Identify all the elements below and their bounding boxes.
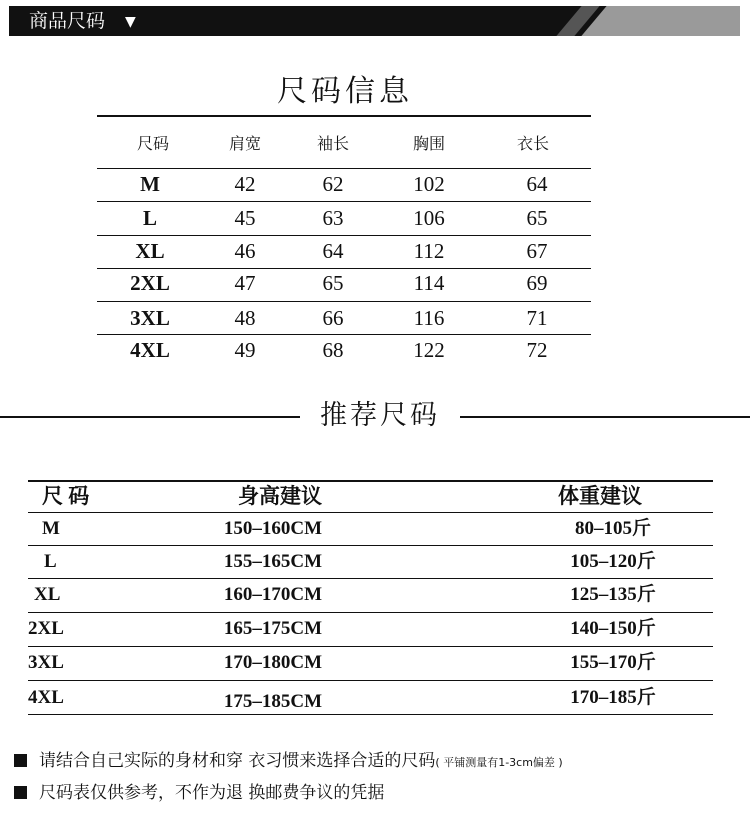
- cell-shoulder: 49: [234, 338, 256, 362]
- cell-shoulder: 46: [234, 239, 256, 263]
- cell-sleeve: 64: [322, 239, 344, 263]
- col-header-size: 尺码: [136, 134, 169, 153]
- cell-shoulder: 47: [234, 271, 256, 295]
- size-table-top-rule: [97, 115, 591, 117]
- cell-size: 2XL: [28, 618, 64, 639]
- rec-table-bottom-rule: [28, 714, 713, 715]
- triangle-down-icon: ▼: [125, 14, 136, 30]
- table-row: [97, 267, 591, 300]
- table-row: [28, 681, 713, 714]
- cell-chest: 102: [413, 172, 445, 196]
- cell-height: 175–185CM: [223, 691, 323, 712]
- cell-chest: 122: [413, 338, 445, 362]
- cell-weight: 80–105斤: [574, 518, 651, 539]
- size-table-header: [97, 118, 591, 170]
- cell-length: 72: [526, 338, 548, 362]
- cell-height: 170–180CM: [223, 652, 323, 673]
- note-fit-tolerance: ( 平铺测量有1-3cm偏差 ): [435, 756, 563, 769]
- table-row: [28, 578, 713, 611]
- cell-height: 165–175CM: [223, 618, 323, 639]
- cell-size: XL: [135, 239, 165, 263]
- cell-size: 4XL: [28, 687, 64, 708]
- col-header-chest: 胸围: [412, 134, 445, 153]
- table-row: [97, 168, 591, 201]
- cell-size: M: [140, 172, 160, 196]
- section-header-bar: [9, 6, 740, 36]
- cell-size: 4XL: [130, 338, 170, 362]
- cell-length: 67: [526, 239, 548, 263]
- table-row: [28, 512, 713, 545]
- rec-col-header-weight: 体重建议: [558, 484, 642, 508]
- note-fit-advice: [14, 749, 563, 775]
- cell-size: M: [42, 518, 60, 539]
- size-info-title: 尺码信息: [277, 74, 413, 109]
- cell-weight: 125–135斤: [570, 584, 656, 605]
- table-row: [28, 646, 713, 679]
- cell-chest: 106: [413, 206, 445, 230]
- cell-shoulder: 48: [234, 306, 256, 330]
- table-row: [97, 334, 591, 367]
- cell-chest: 114: [413, 271, 445, 295]
- cell-height: 160–170CM: [223, 584, 323, 605]
- table-row: [97, 235, 591, 268]
- table-row: [97, 302, 591, 335]
- cell-weight: 155–170斤: [570, 652, 656, 673]
- table-row: [97, 202, 591, 235]
- cell-size: 3XL: [28, 652, 64, 673]
- header-title: 商品尺码: [29, 10, 106, 32]
- note-disclaimer: [14, 781, 384, 805]
- cell-sleeve: 68: [322, 338, 344, 362]
- cell-chest: 112: [413, 239, 445, 263]
- cell-size: 2XL: [130, 271, 170, 295]
- cell-height: 155–165CM: [223, 551, 323, 572]
- rec-col-header-size: 尺 码: [42, 484, 90, 508]
- cell-sleeve: 65: [322, 271, 344, 295]
- table-row: [28, 612, 713, 645]
- recommend-title: 推荐尺码: [300, 398, 460, 434]
- cell-length: 65: [526, 206, 548, 230]
- col-header-shoulder: 肩宽: [228, 134, 261, 153]
- note-disclaimer-text: 尺码表仅供参考，不作为退 换邮费争议的凭据: [39, 783, 385, 803]
- divider-right: [452, 416, 750, 418]
- square-bullet-icon: [14, 786, 27, 799]
- cell-weight: 105–120斤: [570, 551, 656, 572]
- cell-length: 64: [526, 172, 548, 196]
- cell-sleeve: 63: [322, 206, 344, 230]
- cell-sleeve: 66: [322, 306, 344, 330]
- cell-shoulder: 45: [234, 206, 256, 230]
- cell-length: 69: [526, 271, 548, 295]
- cell-size: L: [142, 206, 157, 230]
- cell-weight: 170–185斤: [570, 687, 656, 708]
- cell-size: 3XL: [130, 306, 170, 330]
- cell-size: XL: [34, 584, 61, 605]
- cell-size: L: [44, 551, 57, 572]
- cell-chest: 116: [413, 306, 445, 330]
- square-bullet-icon: [14, 754, 27, 767]
- cell-weight: 140–150斤: [570, 618, 656, 639]
- cell-height: 150–160CM: [223, 518, 323, 539]
- note-fit-text: 请结合自己实际的身材和穿 衣习惯来选择合适的尺码: [39, 751, 436, 771]
- table-row: [28, 545, 713, 578]
- cell-shoulder: 42: [234, 172, 256, 196]
- cell-length: 71: [526, 306, 548, 330]
- header-decor-band: [581, 6, 740, 36]
- col-header-sleeve: 袖长: [316, 134, 349, 153]
- divider-left: [0, 416, 306, 418]
- cell-sleeve: 62: [322, 172, 344, 196]
- rec-col-header-height: 身高建议: [238, 484, 322, 508]
- col-header-length: 衣长: [516, 134, 549, 153]
